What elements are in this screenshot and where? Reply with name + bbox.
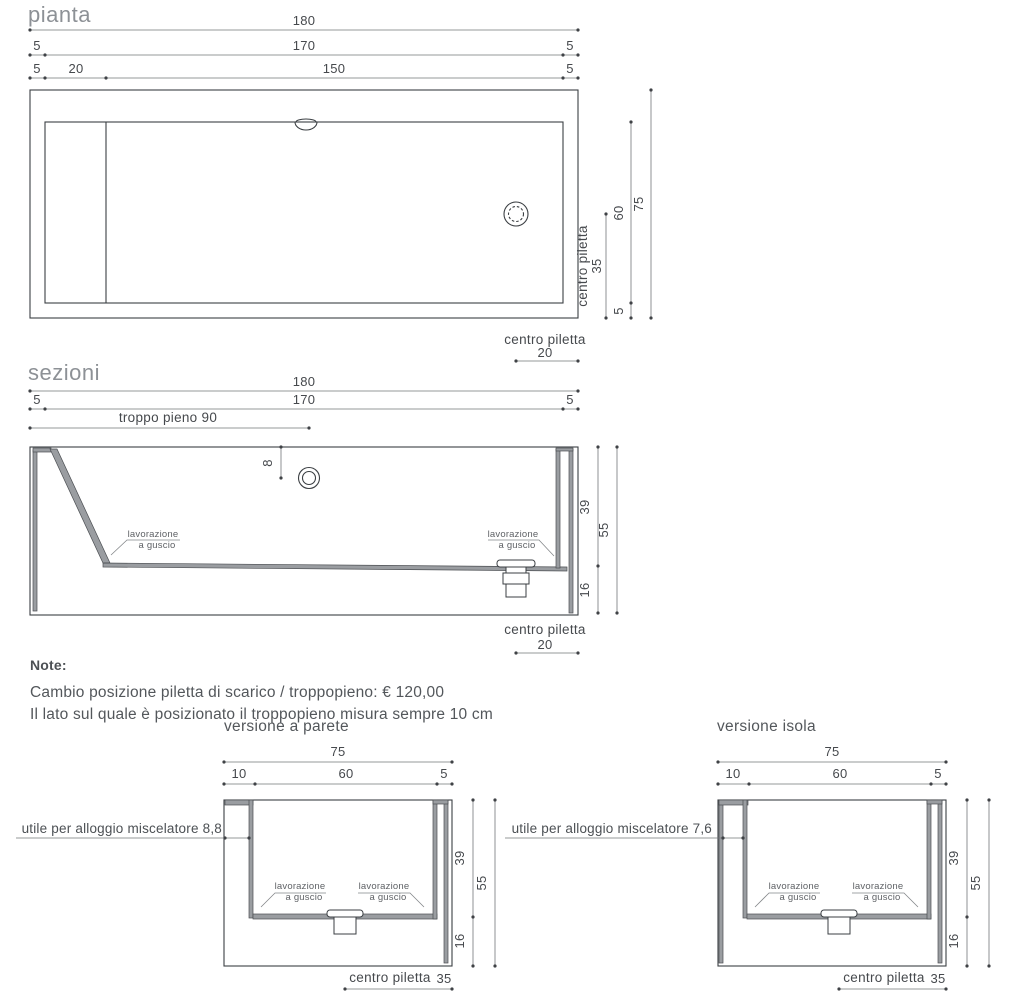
a-guscio-label: a guscio bbox=[369, 892, 407, 903]
dim-label-170: 170 bbox=[292, 38, 316, 53]
lavorazione-callout-right bbox=[358, 881, 424, 907]
troppo-pieno-label: troppo pieno 90 bbox=[118, 410, 218, 425]
dim-label-75: 75 bbox=[824, 744, 840, 759]
dim-label-20: 20 bbox=[68, 61, 84, 76]
lavorazione-callout-left bbox=[261, 881, 326, 907]
overflow-icon bbox=[299, 468, 320, 489]
dim-label-5: 5 bbox=[611, 307, 626, 315]
note-heading: Note: bbox=[30, 657, 67, 673]
right-rim-cap bbox=[433, 800, 448, 804]
basin-left-wall bbox=[743, 800, 747, 918]
right-outer-wall bbox=[444, 800, 448, 963]
dim-label-5: 5 bbox=[33, 392, 41, 407]
drain-icon bbox=[504, 202, 528, 226]
dim-label-180: 180 bbox=[292, 13, 316, 28]
versione-parete-title: versione a parete bbox=[224, 718, 349, 735]
dim-label-170: 170 bbox=[292, 392, 316, 407]
dim-label-16: 16 bbox=[946, 933, 961, 949]
lavorazione-callout-left bbox=[755, 881, 820, 907]
lavorazione-callout-right bbox=[488, 529, 554, 556]
dim-label-180: 180 bbox=[292, 374, 316, 389]
versione-isola-title: versione isola bbox=[717, 718, 816, 735]
overflow-icon-inner bbox=[303, 472, 316, 485]
a-guscio-label: a guscio bbox=[863, 892, 901, 903]
lavorazione-callout-left bbox=[111, 529, 180, 555]
drain-icon bbox=[327, 910, 363, 934]
basin-right-wall bbox=[927, 800, 931, 919]
lavorazione-label: lavorazione bbox=[487, 529, 539, 540]
right-outer-wall bbox=[938, 800, 942, 963]
sloped-backrest-wall bbox=[50, 449, 110, 563]
dim-label-60: 60 bbox=[832, 766, 848, 781]
dim-label-55: 55 bbox=[474, 875, 489, 891]
dim-label-5: 5 bbox=[566, 392, 574, 407]
lavorazione-callout-right bbox=[852, 881, 918, 907]
dim-label-39: 39 bbox=[452, 850, 467, 866]
dim-label-10: 10 bbox=[725, 766, 741, 781]
pianta-drawing bbox=[30, 13, 651, 361]
a-guscio-label: a guscio bbox=[498, 540, 536, 551]
centro-piletta-label: centro piletta bbox=[575, 225, 590, 307]
centro-piletta-label: centro piletta bbox=[843, 970, 925, 985]
dim-label-75: 75 bbox=[330, 744, 346, 759]
lavorazione-label: lavorazione bbox=[274, 881, 326, 892]
outer-outline bbox=[224, 800, 452, 966]
dim-label-75: 75 bbox=[631, 196, 646, 212]
lavorazione-label: lavorazione bbox=[768, 881, 820, 892]
basin-left-wall bbox=[249, 800, 253, 918]
dim-label-5: 5 bbox=[33, 38, 41, 53]
dim-label-10: 10 bbox=[231, 766, 247, 781]
sezioni-drawing bbox=[30, 374, 617, 653]
dim-label-55: 55 bbox=[596, 522, 611, 538]
dim-label-20: 20 bbox=[537, 345, 553, 360]
right-rim-cap bbox=[927, 800, 942, 804]
tub-outer-outline bbox=[30, 90, 578, 318]
dim-label-5: 5 bbox=[566, 38, 574, 53]
lavorazione-label: lavorazione bbox=[358, 881, 410, 892]
dim-label-8: 8 bbox=[260, 459, 275, 467]
utile-miscelatore-parete-label: utile per alloggio miscelatore 8,8 bbox=[21, 821, 222, 836]
centro-piletta-label: centro piletta bbox=[349, 970, 431, 985]
a-guscio-label: a guscio bbox=[779, 892, 817, 903]
dim-label-35: 35 bbox=[589, 258, 604, 274]
dim-label-35: 35 bbox=[436, 971, 452, 986]
dim-label-55: 55 bbox=[968, 875, 983, 891]
a-guscio-label: a guscio bbox=[285, 892, 323, 903]
dim-label-5: 5 bbox=[934, 766, 942, 781]
drain-icon bbox=[821, 910, 857, 934]
right-outer-wall bbox=[569, 449, 573, 613]
versione-isola-drawing bbox=[505, 744, 989, 989]
lavorazione-label: lavorazione bbox=[852, 881, 904, 892]
dim-label-5: 5 bbox=[566, 61, 574, 76]
outer-outline bbox=[718, 800, 946, 966]
centro-piletta-label: centro piletta bbox=[504, 622, 586, 637]
note-line-2: Il lato sul quale è posizionato il troppopieno misura sempre 10 cm bbox=[30, 706, 493, 723]
tub-inner-outline bbox=[45, 122, 563, 303]
note-block bbox=[30, 654, 493, 726]
dim-label-60: 60 bbox=[611, 205, 626, 221]
drain-icon-inner bbox=[509, 207, 524, 222]
dim-label-16: 16 bbox=[577, 582, 592, 598]
left-rim-cap bbox=[33, 448, 51, 452]
basin-right-wall bbox=[433, 800, 437, 919]
utile-miscelatore-isola-label: utile per alloggio miscelatore 7,6 bbox=[511, 821, 712, 836]
left-outer-wall bbox=[719, 800, 723, 963]
dim-label-16: 16 bbox=[452, 933, 467, 949]
right-rim-cap bbox=[556, 448, 573, 451]
centro-piletta-label: centro piletta bbox=[504, 332, 586, 347]
pianta-title: pianta bbox=[28, 2, 91, 27]
dim-label-60: 60 bbox=[338, 766, 354, 781]
dim-label-150: 150 bbox=[322, 61, 346, 76]
note-line-1: Cambio posizione piletta di scarico / troppopieno: € 120,00 bbox=[30, 684, 445, 701]
dim-label-20: 20 bbox=[537, 637, 553, 652]
dim-label-35: 35 bbox=[930, 971, 946, 986]
dim-label-39: 39 bbox=[577, 499, 592, 515]
right-inner-wall bbox=[556, 449, 560, 568]
sezioni-title: sezioni bbox=[28, 360, 100, 385]
versione-parete-drawing bbox=[16, 744, 495, 989]
left-wall bbox=[33, 450, 37, 611]
dim-label-5: 5 bbox=[440, 766, 448, 781]
a-guscio-label: a guscio bbox=[138, 540, 176, 551]
overflow-icon bbox=[295, 122, 317, 130]
drain-section-icon bbox=[497, 560, 535, 597]
dim-label-5: 5 bbox=[33, 61, 41, 76]
lavorazione-label: lavorazione bbox=[127, 529, 179, 540]
dim-label-39: 39 bbox=[946, 850, 961, 866]
